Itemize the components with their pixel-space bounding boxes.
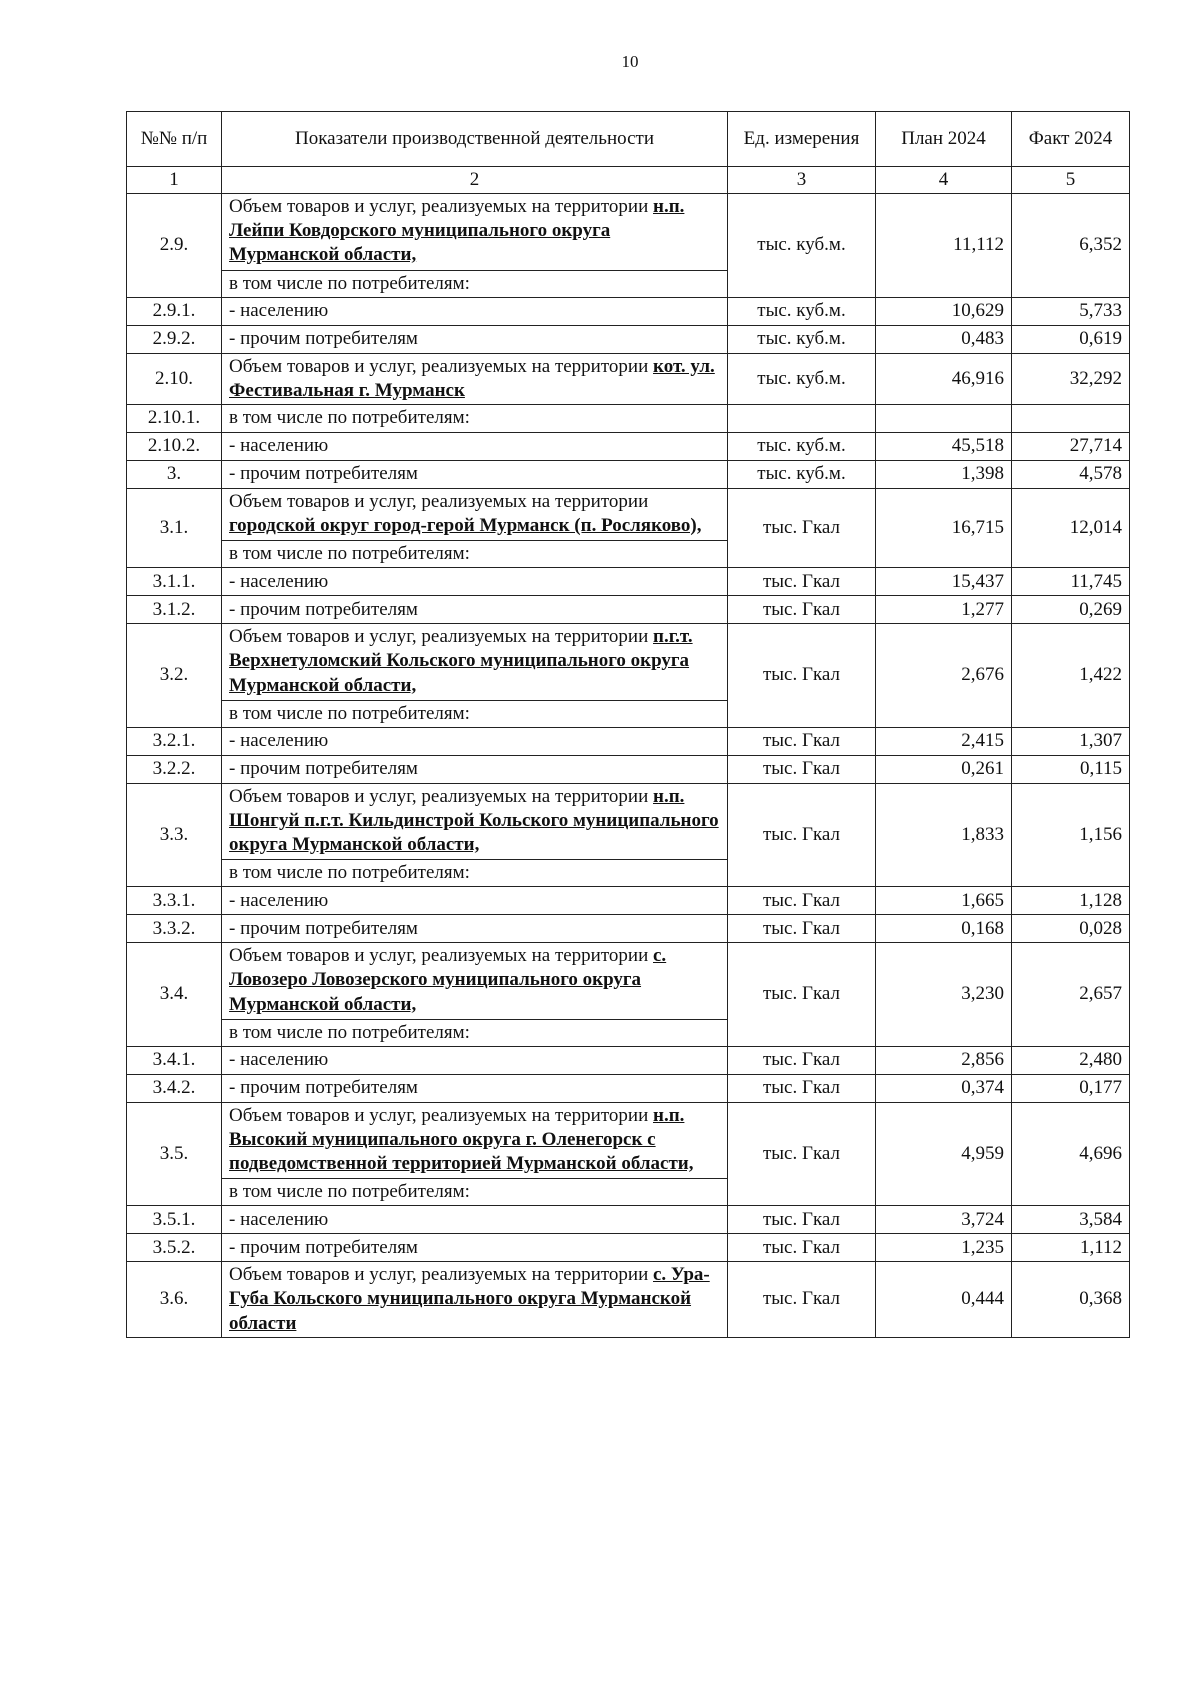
plan-value: 4,959	[876, 1102, 1012, 1206]
consumers-note: в том числе по потребителям:	[229, 272, 470, 294]
unit-cell: тыс. Гкал	[728, 887, 876, 915]
column-number: 3	[728, 167, 876, 194]
indicator-name	[222, 624, 728, 728]
table-row	[127, 1102, 1130, 1206]
unit-cell: тыс. куб.м.	[728, 297, 876, 325]
consumers-note: в том числе по потребителям:	[229, 702, 470, 724]
header-indicator: Показатели производственной деятельности	[222, 112, 728, 167]
territory-name: с. Ловозеро Ловозерского муниципального округа Мурманской области,	[229, 945, 667, 1015]
table-row	[127, 488, 1130, 567]
plan-value: 1,833	[876, 783, 1012, 887]
fact-value: 5,733	[1012, 297, 1130, 325]
fact-value: 4,696	[1012, 1102, 1130, 1206]
fact-value: 32,292	[1012, 353, 1130, 404]
row-number: 3.2.1.	[127, 727, 222, 755]
fact-value: 2,657	[1012, 943, 1130, 1047]
indicator-name: - населению	[222, 432, 728, 460]
territory-name: с. Ура-Губа Кольского муниципального округа Мурманской области	[229, 1264, 710, 1334]
indicator-prefix: Объем товаров и услуг, реализуемых на территории	[229, 626, 653, 648]
indicator-description	[222, 490, 727, 541]
table-row	[127, 404, 1130, 432]
table-row	[127, 624, 1130, 728]
indicator-name: - прочим потребителям	[222, 755, 728, 783]
territory-name: п.г.т. Верхнетуломский Кольского муниципального округа Мурманской области,	[229, 626, 693, 696]
table-row	[127, 353, 1130, 404]
fact-value: 2,480	[1012, 1046, 1130, 1074]
unit-cell: тыс. Гкал	[728, 1234, 876, 1262]
row-number: 3.3.1.	[127, 887, 222, 915]
fact-value: 0,368	[1012, 1262, 1130, 1337]
territory-name: городской округ город-герой Мурманск (п. Росляково),	[229, 515, 702, 536]
unit-cell: тыс. Гкал	[728, 943, 876, 1047]
table-row	[127, 1234, 1130, 1262]
indicator-name	[222, 1262, 728, 1337]
unit-cell: тыс. куб.м.	[728, 432, 876, 460]
fact-value: 1,422	[1012, 624, 1130, 728]
unit-cell: тыс. куб.м.	[728, 325, 876, 353]
unit-cell: тыс. Гкал	[728, 1262, 876, 1337]
indicator-description	[222, 1104, 727, 1179]
unit-cell: тыс. Гкал	[728, 783, 876, 887]
unit-cell	[728, 404, 876, 432]
indicator-prefix: Объем товаров и услуг, реализуемых на территории	[229, 196, 653, 218]
page-number: 10	[621, 52, 639, 71]
indicator-description	[222, 625, 727, 700]
indicator-name	[222, 488, 728, 567]
row-number: 3.2.	[127, 624, 222, 728]
column-number: 4	[876, 167, 1012, 194]
row-number: 2.9.2.	[127, 325, 222, 353]
indicator-name: - населению	[222, 568, 728, 596]
plan-value: 2,856	[876, 1046, 1012, 1074]
plan-value: 10,629	[876, 297, 1012, 325]
table-row	[127, 1206, 1130, 1234]
unit-cell: тыс. куб.м.	[728, 353, 876, 404]
unit-cell: тыс. Гкал	[728, 624, 876, 728]
plan-value: 0,168	[876, 915, 1012, 943]
fact-value: 3,584	[1012, 1206, 1130, 1234]
indicator-name: - прочим потребителям	[222, 915, 728, 943]
row-number: 3.1.	[127, 488, 222, 567]
indicator-prefix: Объем товаров и услуг, реализуемых на территории	[229, 945, 653, 967]
indicator-name: - прочим потребителям	[222, 1234, 728, 1262]
plan-value: 11,112	[876, 194, 1012, 298]
table-row	[127, 194, 1130, 298]
column-number: 1	[127, 167, 222, 194]
table-row	[127, 460, 1130, 488]
fact-value: 0,269	[1012, 596, 1130, 624]
indicator-description	[229, 1263, 720, 1335]
indicator-description	[222, 944, 727, 1019]
unit-cell: тыс. Гкал	[728, 1046, 876, 1074]
row-number: 3.3.2.	[127, 915, 222, 943]
fact-value: 0,177	[1012, 1074, 1130, 1102]
plan-value: 15,437	[876, 568, 1012, 596]
indicator-prefix: Объем товаров и услуг, реализуемых на территории	[229, 1264, 653, 1286]
row-number: 3.6.	[127, 1262, 222, 1337]
header-unit: Ед. измерения	[728, 112, 876, 167]
indicator-name: в том числе по потребителям:	[222, 404, 728, 432]
column-number: 2	[222, 167, 728, 194]
indicator-description	[222, 785, 727, 860]
plan-value: 2,676	[876, 624, 1012, 728]
row-number: 2.9.	[127, 194, 222, 298]
row-number: 2.9.1.	[127, 297, 222, 325]
fact-value: 1,128	[1012, 887, 1130, 915]
indicator-name: - населению	[222, 887, 728, 915]
row-number: 2.10.1.	[127, 404, 222, 432]
row-number: 3.	[127, 460, 222, 488]
fact-value: 4,578	[1012, 460, 1130, 488]
indicator-prefix: Объем товаров и услуг, реализуемых на территории	[229, 490, 649, 512]
table-row	[127, 783, 1130, 887]
indicator-name	[222, 943, 728, 1047]
row-number: 3.4.	[127, 943, 222, 1047]
table-row	[127, 596, 1130, 624]
plan-value: 1,235	[876, 1234, 1012, 1262]
row-number: 3.4.2.	[127, 1074, 222, 1102]
fact-value: 1,112	[1012, 1234, 1130, 1262]
table-row	[127, 1074, 1130, 1102]
unit-cell: тыс. Гкал	[728, 596, 876, 624]
indicator-prefix: Объем товаров и услуг, реализуемых на территории	[229, 355, 653, 377]
row-number: 3.5.1.	[127, 1206, 222, 1234]
unit-cell: тыс. Гкал	[728, 488, 876, 567]
plan-value: 1,398	[876, 460, 1012, 488]
indicator-prefix: Объем товаров и услуг, реализуемых на территории	[229, 785, 653, 807]
row-number: 2.10.	[127, 353, 222, 404]
table-row	[127, 887, 1130, 915]
plan-value: 3,230	[876, 943, 1012, 1047]
row-number: 2.10.2.	[127, 432, 222, 460]
table-row	[127, 915, 1130, 943]
table-row	[127, 727, 1130, 755]
plan-value: 0,444	[876, 1262, 1012, 1337]
indicator-description	[229, 355, 720, 403]
unit-cell: тыс. Гкал	[728, 1206, 876, 1234]
production-indicators-table	[126, 111, 1130, 1338]
row-number: 3.4.1.	[127, 1046, 222, 1074]
plan-value: 3,724	[876, 1206, 1012, 1234]
header-fact: Факт 2024	[1012, 112, 1130, 167]
unit-cell: тыс. Гкал	[728, 568, 876, 596]
row-number: 3.5.	[127, 1102, 222, 1206]
indicator-name: - населению	[222, 1206, 728, 1234]
fact-value: 0,115	[1012, 755, 1130, 783]
fact-value: 27,714	[1012, 432, 1130, 460]
indicator-description	[222, 195, 727, 270]
unit-cell: тыс. Гкал	[728, 727, 876, 755]
plan-value: 1,277	[876, 596, 1012, 624]
indicator-name	[222, 194, 728, 298]
fact-value	[1012, 404, 1130, 432]
indicator-name: - прочим потребителям	[222, 460, 728, 488]
row-number: 3.2.2.	[127, 755, 222, 783]
table-body	[127, 194, 1130, 1338]
column-number: 5	[1012, 167, 1130, 194]
territory-name: н.п. Высокий муниципального округа г. Оленегорск с подведомственной территорией Мурманской области,	[229, 1104, 694, 1174]
table-row	[127, 568, 1130, 596]
consumers-note: в том числе по потребителям:	[229, 543, 470, 565]
fact-value: 0,028	[1012, 915, 1130, 943]
plan-value: 0,261	[876, 755, 1012, 783]
fact-value: 1,156	[1012, 783, 1130, 887]
indicator-name: - населению	[222, 297, 728, 325]
fact-value: 11,745	[1012, 568, 1130, 596]
consumers-note: в том числе по потребителям:	[229, 862, 470, 884]
territory-name: кот. ул. Фестивальная г. Мурманск	[229, 355, 715, 401]
indicator-prefix: Объем товаров и услуг, реализуемых на территории	[229, 1104, 653, 1126]
header-plan: План 2024	[876, 112, 1012, 167]
indicator-name: - населению	[222, 1046, 728, 1074]
indicator-name: - прочим потребителям	[222, 596, 728, 624]
row-number: 3.3.	[127, 783, 222, 887]
indicator-name: - населению	[222, 727, 728, 755]
fact-value: 12,014	[1012, 488, 1130, 567]
row-number: 3.5.2.	[127, 1234, 222, 1262]
plan-value	[876, 404, 1012, 432]
table-row	[127, 943, 1130, 1047]
row-number: 3.1.2.	[127, 596, 222, 624]
plan-value: 0,374	[876, 1074, 1012, 1102]
unit-cell: тыс. куб.м.	[728, 460, 876, 488]
indicator-name	[222, 353, 728, 404]
table-row	[127, 1262, 1130, 1337]
header-number: №№ п/п	[127, 112, 222, 167]
table-row	[127, 1046, 1130, 1074]
plan-value: 0,483	[876, 325, 1012, 353]
unit-cell: тыс. Гкал	[728, 755, 876, 783]
territory-name: н.п. Шонгуй п.г.т. Кильдинстрой Кольского муниципального округа Мурманской области,	[229, 785, 719, 855]
plan-value: 45,518	[876, 432, 1012, 460]
header-row	[127, 112, 1130, 167]
column-number-row	[127, 167, 1130, 194]
indicator-name	[222, 1102, 728, 1206]
plan-value: 2,415	[876, 727, 1012, 755]
table-row	[127, 325, 1130, 353]
row-number: 3.1.1.	[127, 568, 222, 596]
plan-value: 1,665	[876, 887, 1012, 915]
consumers-note: в том числе по потребителям:	[229, 1181, 470, 1203]
plan-value: 16,715	[876, 488, 1012, 567]
table-row	[127, 297, 1130, 325]
unit-cell: тыс. Гкал	[728, 915, 876, 943]
unit-cell: тыс. куб.м.	[728, 194, 876, 298]
fact-value: 6,352	[1012, 194, 1130, 298]
indicator-name: - прочим потребителям	[222, 325, 728, 353]
plan-value: 46,916	[876, 353, 1012, 404]
fact-value: 1,307	[1012, 727, 1130, 755]
unit-cell: тыс. Гкал	[728, 1074, 876, 1102]
table-row	[127, 432, 1130, 460]
consumers-note: в том числе по потребителям:	[229, 1021, 470, 1043]
fact-value: 0,619	[1012, 325, 1130, 353]
indicator-name: - прочим потребителям	[222, 1074, 728, 1102]
unit-cell: тыс. Гкал	[728, 1102, 876, 1206]
territory-name: н.п. Лейпи Ковдорского муниципального округа Мурманской области,	[229, 196, 685, 266]
indicator-name	[222, 783, 728, 887]
table-row	[127, 755, 1130, 783]
